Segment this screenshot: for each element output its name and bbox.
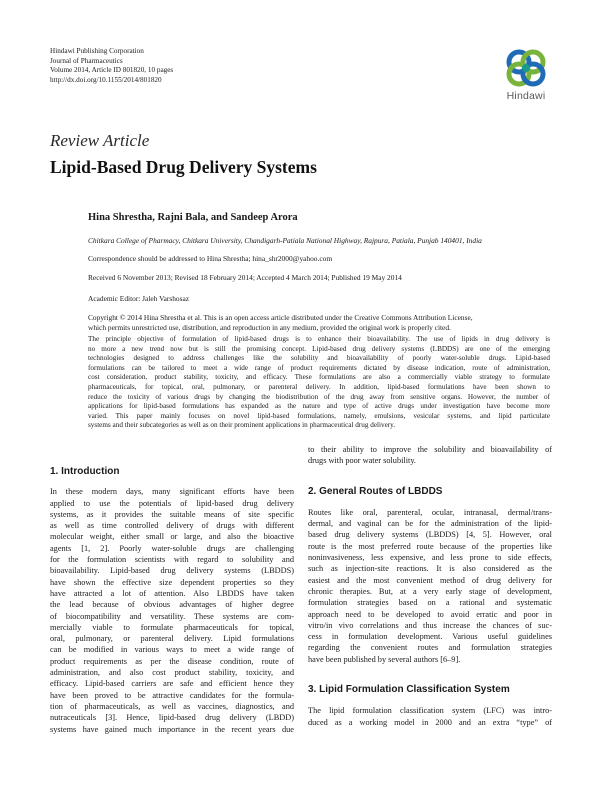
body-line: In these modern days, many significant efforts have been — [50, 487, 294, 497]
body-line: duced as a working model in 2000 and an extra “type” of — [308, 717, 552, 727]
body-line: tion of pharmaceuticals, as well as vaccines, diagnostics, and — [50, 701, 294, 711]
body-line: route is the most preferred route because of the properties like — [308, 541, 552, 551]
running-header — [50, 47, 173, 85]
body-line: to their ability to improve the solubility and bioavailability of — [308, 445, 552, 454]
section-heading-lfcs: 3. Lipid Formulation Classification System — [308, 684, 510, 696]
section-heading-general-routes: 2. General Routes of LBDDS — [308, 485, 443, 497]
lfcs-body — [308, 705, 552, 728]
abstract-line: systems and their subcategories as well as on their prominent applications in pharmaceutical drug delivery. — [88, 421, 396, 430]
body-line: dermal, and vaginal can be for the administration of the lipid- — [308, 519, 552, 529]
publication-dates: Received 6 November 2013; Revised 18 February 2014; Accepted 4 March 2014; Published 19 May 2014 — [88, 273, 402, 282]
article-type: Review Article — [50, 131, 150, 150]
body-line: have attracted a lot of attention. Also LBDDS have taken — [50, 588, 294, 598]
abstract-line: formulations can be tailored to meet a wide range of product requirements dictated by disease indication, route of administration, — [88, 363, 550, 372]
body-line: the lead because of obvious advantages of higher degree — [50, 600, 294, 610]
abstract-line: varied. This paper mainly focuses on novel lipid-based formulations, namely, emulsions, vesicular systems, and lipid particulate — [88, 411, 550, 420]
affiliation: Chitkara College of Pharmacy, Chitkara University, Chandigarh-Patiala National Highway, Rajpura, Patiala, Punjab 140401, India — [88, 236, 482, 245]
section-heading-introduction: 1. Introduction — [50, 466, 120, 477]
article-title: Lipid-Based Drug Delivery Systems — [50, 157, 317, 177]
correspondence: Correspondence should be addressed to Hina Shrestha; hina_shr2000@yahoo.com — [88, 254, 333, 263]
abstract-line: reduce the toxicity of various drugs by changing the biodistribution of the drug away from sensitive organs. However, the number of — [88, 392, 550, 401]
body-line: agents [1, 2]. Poorly water-soluble drugs are challenging — [50, 543, 294, 553]
right-column — [308, 444, 552, 728]
abstract-line: cost consideration, product stability, toxicity, and efficacy. These formulations are also a commercially viable strategy to formulate — [88, 373, 550, 382]
copyright-line: which permits unrestricted use, distribution, and reproduction in any medium, provided the original work is properly cited. — [88, 323, 451, 332]
general-routes-body — [308, 507, 552, 665]
academic-editor: Academic Editor: Jaleh Varshosaz — [88, 294, 190, 303]
body-line: regarding the convenient routes and formulation strategies — [308, 643, 552, 653]
body-line: formulation strategies based on a rational and systematic — [308, 598, 552, 608]
abstract-line: no more a new trend now but is still the promising concept. Lipid-based drug delivery systems (LBDDS) are one of the emerging — [88, 344, 550, 353]
body-line: systems have gained much importance in the recent years due — [50, 724, 294, 734]
body-line: have shown the effective size dependent properties so they — [50, 577, 294, 587]
body-line: have been proved to be attractive candidates for the formula- — [50, 690, 294, 700]
body-line: as well as time controlled delivery of drugs with different — [50, 521, 294, 531]
body-line: cess in formulation development. Various useful guidelines — [308, 632, 552, 642]
body-line: The lipid formulation classification system (LFC) was intro- — [308, 706, 552, 716]
abstract — [88, 335, 550, 431]
abstract-line: technologies designed to address challenges like the solubility and bioavailability of poorly water-soluble drugs. Lipid-based — [88, 354, 550, 363]
body-line: administration, and also cost product stability, toxicity, and — [50, 668, 294, 678]
body-line: oral, pulmonary, or parenteral delivery. Lipid formulations — [50, 634, 294, 644]
body-line: bioavailability. Lipid-based drug delivery systems (LBDDS) — [50, 566, 294, 576]
body-line: for the formulation scientists with regard to solubility and — [50, 555, 294, 565]
body-line: vitro/in vivo correlations and thus increase the chances of suc- — [308, 620, 552, 630]
body-line: Routes like oral, parenteral, ocular, intranasal, dermal/trans- — [308, 507, 552, 517]
body-line: mercially viable to formulate pharmaceuticals for topical, — [50, 622, 294, 632]
body-line: product requirements as per the disease condition, route of — [50, 656, 294, 666]
body-line: based drug delivery systems (LBDDS) [4, 5]. However, oral — [308, 530, 552, 540]
body-line: molecular weight, either small or large, and also the bioactive — [50, 532, 294, 542]
copyright-line: Copyright © 2014 Hina Shrestha et al. This is an open access article distributed under the Creative Commons Attribution License, — [88, 313, 473, 322]
body-line: noninvasiveness, less expensive, and less prone to side effects, — [308, 553, 552, 563]
publisher-name: Hindawi Publishing Corporation — [50, 47, 144, 55]
journal-name: Journal of Pharmaceutics — [50, 56, 123, 65]
volume-info: Volume 2014, Article ID 801820, 10 pages — [50, 66, 174, 75]
abstract-line: applications for lipid-based formulations has expanded as the nature and type of active drugs under investigation have become more — [88, 402, 550, 411]
copyright-notice — [88, 313, 473, 333]
body-line: of biocompatibility and versatility. These systems are com- — [50, 611, 294, 621]
body-line: chronic therapies. But, at a very early stage of development, — [308, 586, 552, 596]
body-line: nutraceuticals [3]. Hence, lipid-based drug delivery (LBDD) — [50, 713, 294, 723]
body-line: drugs with poor water solubility. — [308, 456, 417, 466]
body-line: such as injection-site reactions. It is also considered as the — [308, 564, 552, 574]
body-line: systems, as it provides the suitable means of site specific — [50, 509, 294, 519]
body-line: can be modified in various ways to meet a wide range of — [50, 645, 294, 655]
body-line: approach need to be developed to avoid erratic and poor in — [308, 609, 552, 619]
introduction-body — [50, 486, 294, 735]
author-list: Hina Shrestha, Rajni Bala, and Sandeep Arora — [88, 212, 298, 223]
body-line: applied to use the potentials of lipid-based drug delivery — [50, 498, 294, 508]
abstract-line: pharmaceuticals, for topical, oral, pulmonary, or parenteral delivery. In addition, lipid-based formulations have been shown to — [88, 382, 550, 391]
body-line: have been published by several authors [6–9]. — [308, 654, 461, 664]
doi-link[interactable]: http://dx.doi.org/10.1155/2014/801820 — [50, 75, 162, 84]
body-line: efficacy. Lipid-based carriers are safe and efficient hence they — [50, 679, 294, 689]
hindawi-logo — [496, 44, 556, 110]
left-column — [50, 466, 294, 735]
hindawi-logo-icon — [503, 44, 549, 90]
hindawi-logo-text: Hindawi — [506, 90, 546, 102]
body-line: easiest and the most convenient method of drug delivery for — [308, 575, 552, 585]
abstract-line: The principle objective of formulation of lipid-based drugs is to enhance their bioavailability. The use of lipids in drug delivery is — [88, 335, 550, 343]
